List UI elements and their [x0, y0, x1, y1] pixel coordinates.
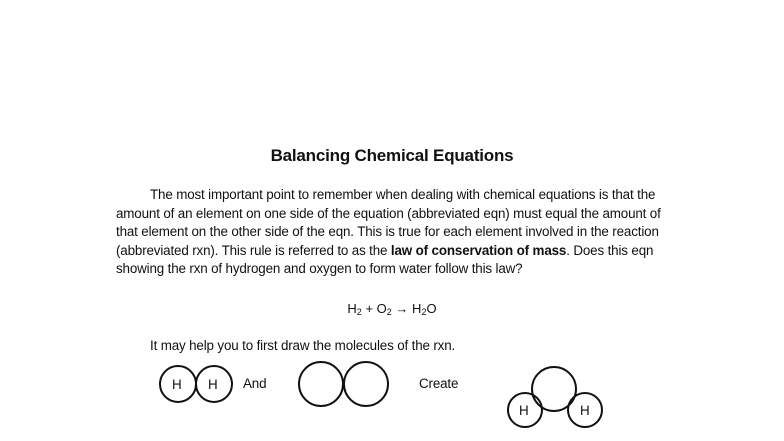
- eq-reactant2-symbol: O: [376, 301, 387, 316]
- eq-reactant1-subscript: 2: [356, 307, 362, 317]
- h2o-molecule: [508, 367, 602, 427]
- eq-product-symbol-h: H: [412, 301, 422, 316]
- o2-molecule: [299, 362, 388, 406]
- h2-atom-left-label: H: [172, 377, 182, 392]
- eq-product-subscript: 2: [421, 307, 427, 317]
- hint-text: It may help you to first draw the molecules of the rxn.: [150, 338, 456, 353]
- h2-atom-right-label: H: [208, 377, 218, 392]
- h2o-hydrogen-left-label: H: [519, 403, 529, 418]
- h2-molecule: [160, 366, 232, 402]
- create-label: Create: [419, 376, 459, 391]
- and-label: And: [243, 376, 267, 391]
- h2o-hydrogen-right-label: H: [580, 403, 590, 418]
- eq-arrow: →: [395, 301, 409, 316]
- eq-product-symbol-o: O: [426, 301, 437, 316]
- eq-reactant2-subscript: 2: [386, 307, 392, 317]
- paragraph-text-part2: . Does this eqn showing the rxn of hydrogen and oxygen to form water follow this law?: [116, 242, 654, 277]
- o2-atom-right: [344, 362, 388, 406]
- eq-plus: +: [365, 301, 374, 316]
- page-title: Balancing Chemical Equations: [270, 146, 514, 165]
- paragraph-text-part1: The most important point to remember when dealing with chemical equations is that the amount of an element on one side of the equation (abbreviated eqn) must equal the amount of that element on the other side of the eqn. This is true for each element involved in the reaction (abbreviated rxn). This rule is referred to as the: [116, 187, 661, 258]
- eq-reactant1-symbol: H: [347, 301, 357, 316]
- o2-atom-left: [299, 362, 343, 406]
- paragraph-bold-term: law of conservation of mass: [390, 242, 567, 258]
